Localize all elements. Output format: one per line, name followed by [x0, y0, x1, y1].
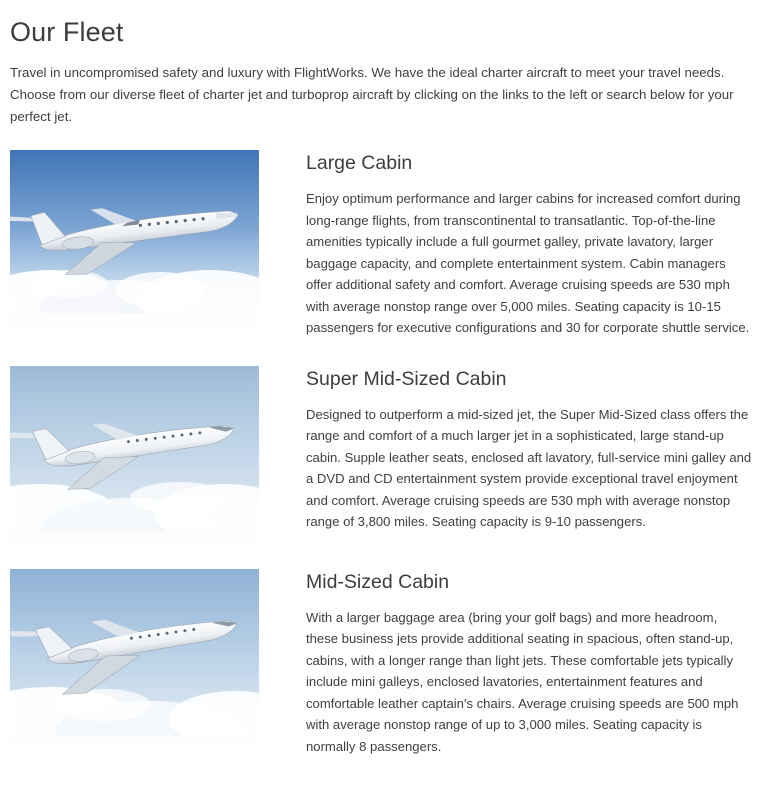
fleet-item-heading: Super Mid-Sized Cabin: [306, 367, 507, 390]
fleet-item-text: [259, 150, 752, 339]
fleet-item: [10, 150, 752, 339]
fleet-item-description: Enjoy optimum performance and larger cabins for increased comfort during long-range flights, from transcontinental to transatlantic. Top-of-the-line amenities typically include a full gourmet galley, private lavatory, larger baggage capacity, and complete entertainment system. Cabin managers offer additional safety and comfort. Average cruising speeds are 530 mph with average nonstop range over 5,000 miles. Seating capacity is 10-15 passengers for executive configurations and 30 for corporate shuttle service.: [306, 191, 750, 335]
intro-paragraph: Travel in uncompromised safety and luxury with FlightWorks. We have the ideal charter aircraft to meet your travel needs. Choose from our diverse fleet of charter jet and turboprop aircraft by clicking on the links to the left or search below for your perfect jet.: [10, 65, 734, 124]
page-title: Our Fleet: [10, 17, 124, 47]
fleet-page: [0, 14, 766, 795]
large-cabin-jet-image[interactable]: [10, 150, 259, 326]
fleet-list: [10, 150, 752, 757]
fleet-item-text: [259, 366, 752, 533]
super-mid-sized-cabin-jet-image[interactable]: [10, 366, 259, 542]
fleet-item-heading: Mid-Sized Cabin: [306, 570, 450, 593]
fleet-item-heading: Large Cabin: [306, 152, 413, 174]
mid-sized-cabin-jet-image[interactable]: [10, 569, 259, 745]
fleet-item-text: [259, 569, 752, 758]
fleet-item-description: With a larger baggage area (bring your golf bags) and more headroom, these business jets provide additional seating in spacious, often stand-up, cabins, with a longer range than light jets. These comfortable jets typically include mini galleys, enclosed lavatories, entertainment features and comfortable leather captain's chairs. Average cruising speeds are 500 mph with average nonstop range of up to 3,000 miles. Seating capacity is normally 8 passengers.: [306, 609, 739, 754]
fleet-item: [10, 569, 752, 758]
fleet-item-description: Designed to outperform a mid-sized jet, the Super Mid-Sized class offers the range and comfort of a much larger jet in a sophisticated, large stand-up cabin. Supple leather seats, enclosed aft lavatory, full-service mini galley and a DVD and CD entertainment system provide exceptional travel enjoyment and comfort. Average cruising speeds are 530 mph with average nonstop range of 3,800 miles. Seating capacity is 9-10 passengers.: [306, 406, 752, 529]
fleet-item: [10, 366, 752, 542]
